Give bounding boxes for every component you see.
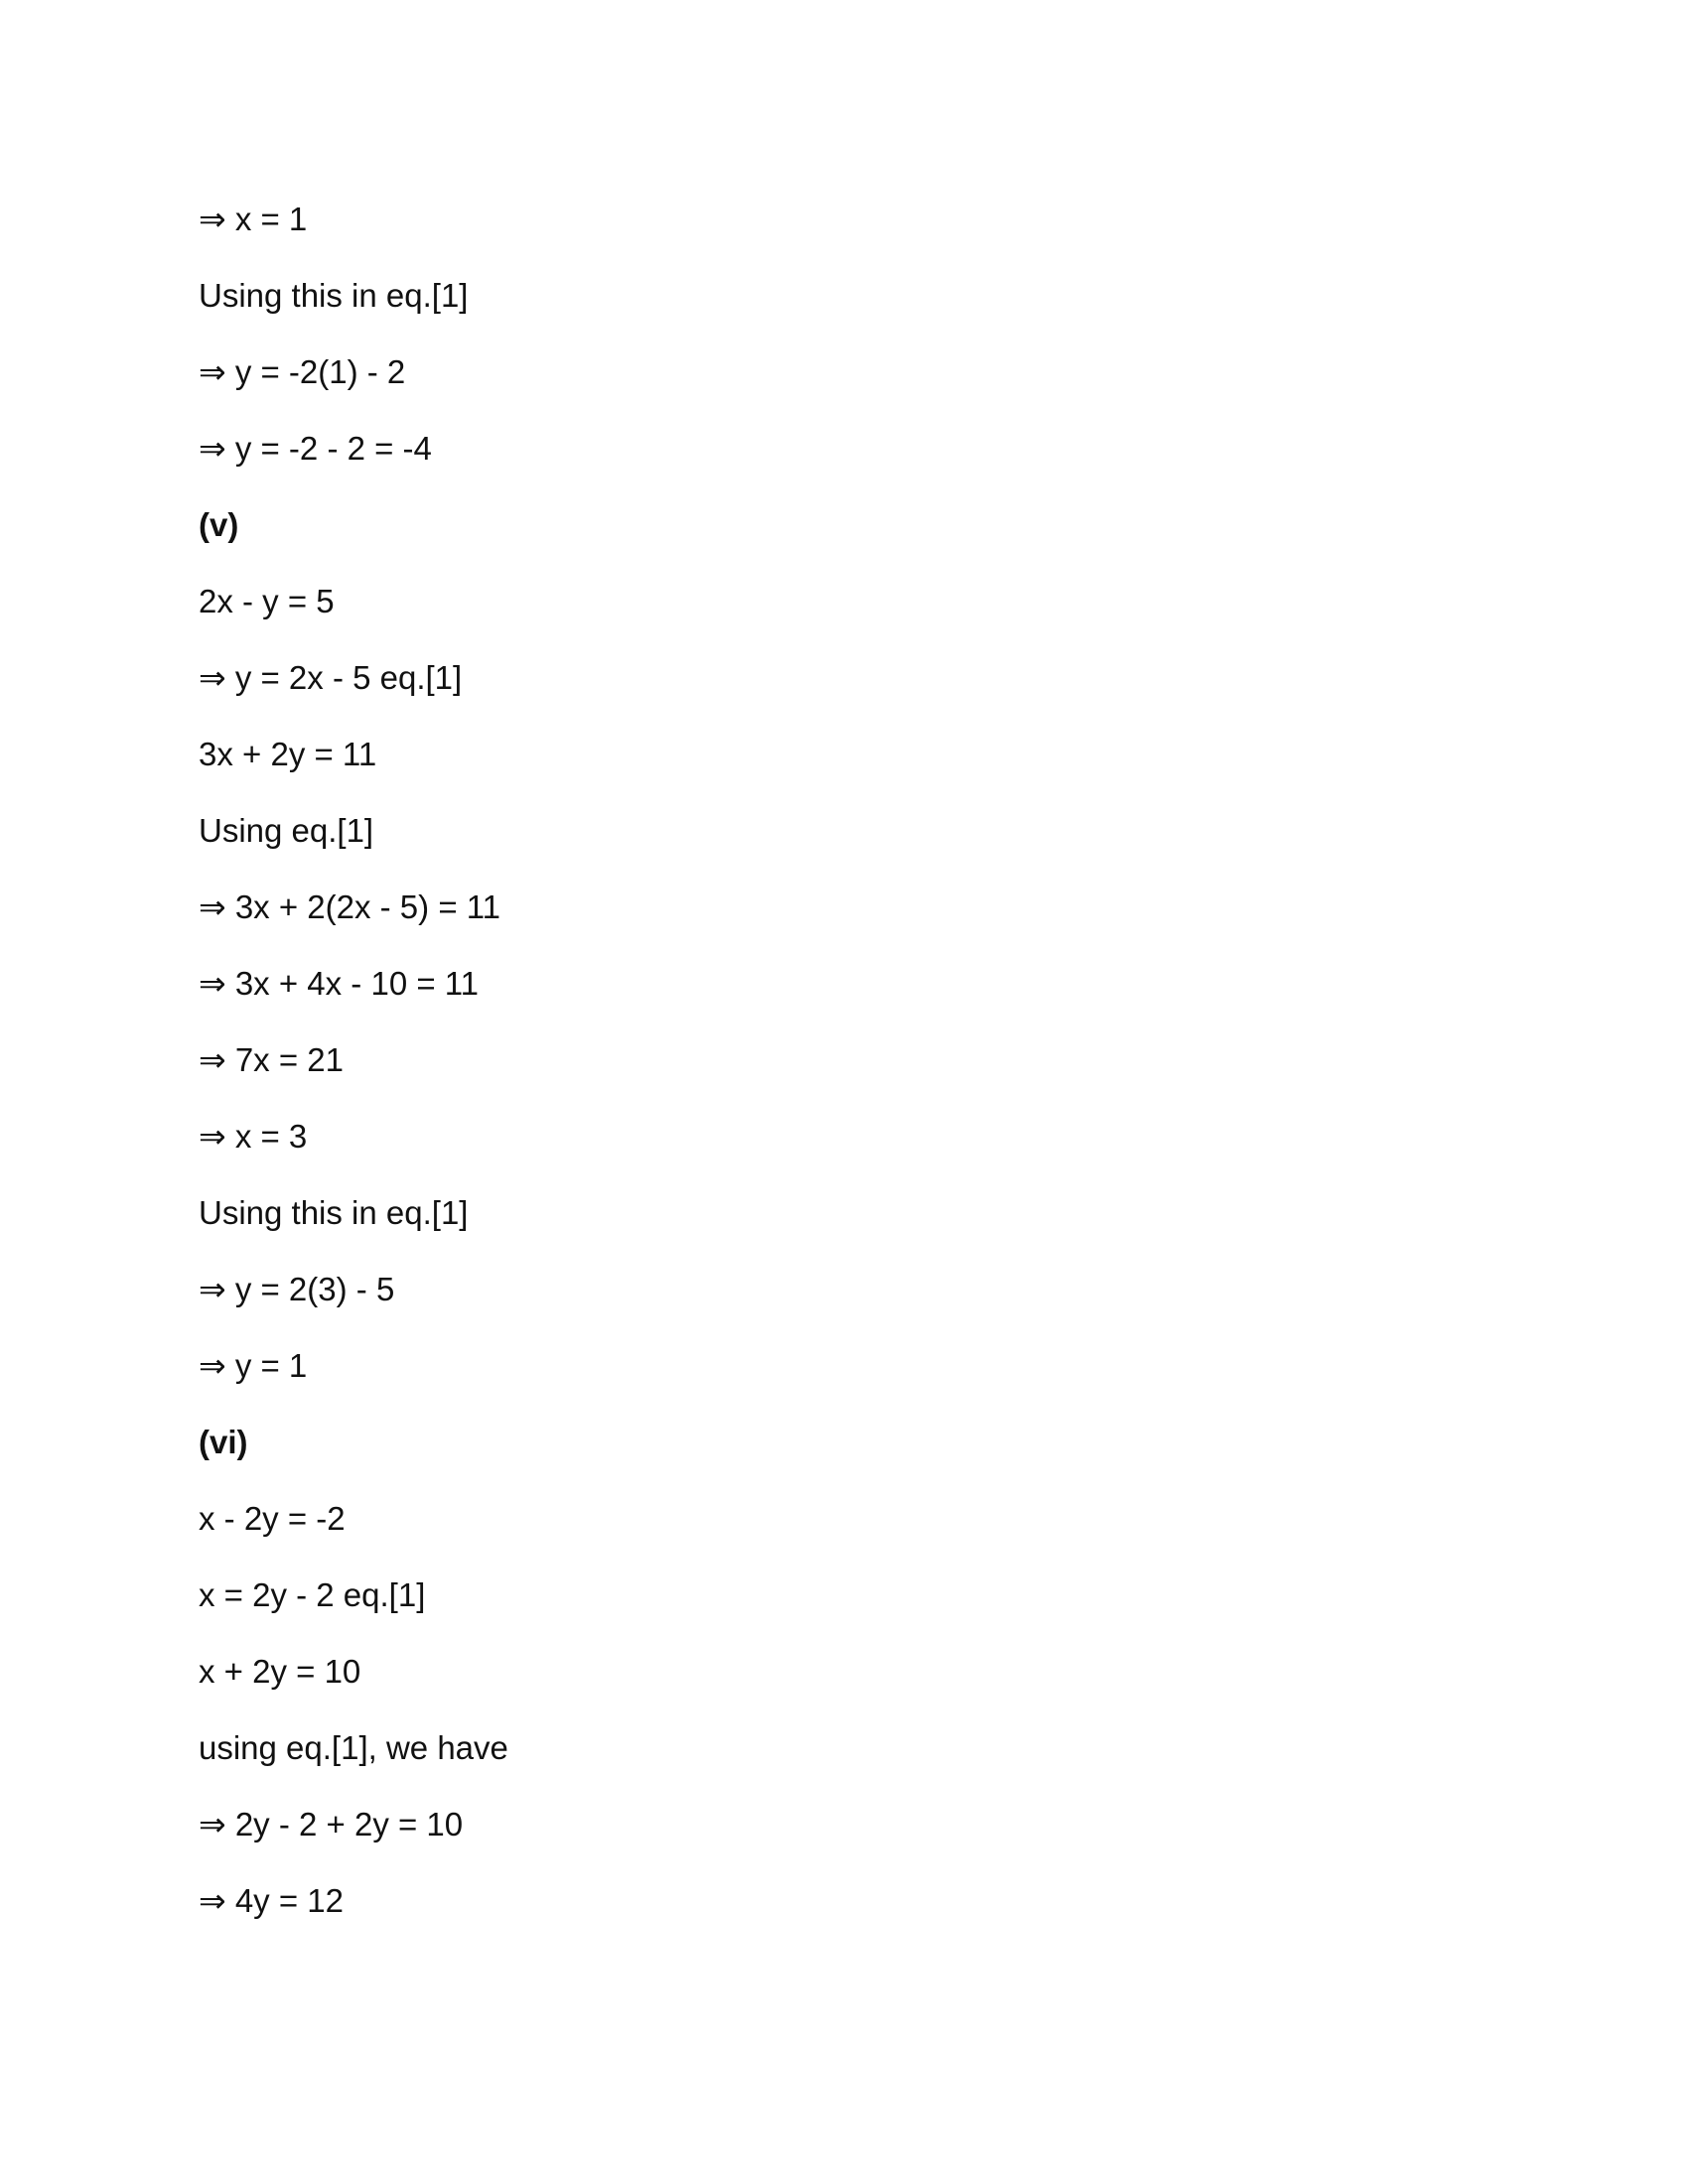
equation-line: ⇒ y = 1 <box>199 1347 308 1384</box>
equation-line: ⇒ y = -2(1) - 2 <box>199 353 406 390</box>
part-heading: (vi) <box>199 1424 248 1460</box>
text-line: Using this in eq.[1] <box>199 277 469 314</box>
equation-line: ⇒ x = 1 <box>199 201 308 237</box>
equation-line: ⇒ 4y = 12 <box>199 1882 344 1919</box>
equation-line: x + 2y = 10 <box>199 1653 361 1690</box>
equation-line: ⇒ y = 2x - 5 eq.[1] <box>199 659 463 696</box>
equation-line: ⇒ y = 2(3) - 5 <box>199 1271 395 1307</box>
text-line: Using eq.[1] <box>199 812 374 849</box>
equation-line: x = 2y - 2 eq.[1] <box>199 1576 426 1613</box>
equation-line: ⇒ y = -2 - 2 = -4 <box>199 430 432 467</box>
equation-line: 2x - y = 5 <box>199 583 335 619</box>
equation-line: x - 2y = -2 <box>199 1500 346 1537</box>
text-line: using eq.[1], we have <box>199 1729 508 1766</box>
equation-line: ⇒ 2y - 2 + 2y = 10 <box>199 1806 464 1843</box>
equation-line: ⇒ 7x = 21 <box>199 1041 344 1078</box>
equation-line: ⇒ 3x + 4x - 10 = 11 <box>199 965 480 1002</box>
part-heading: (v) <box>199 506 239 543</box>
equation-line: ⇒ 3x + 2(2x - 5) = 11 <box>199 888 501 925</box>
equation-line: ⇒ x = 3 <box>199 1118 308 1155</box>
equation-line: 3x + 2y = 11 <box>199 736 377 772</box>
text-line: Using this in eq.[1] <box>199 1194 469 1231</box>
solution-text <box>199 197 1489 1955</box>
